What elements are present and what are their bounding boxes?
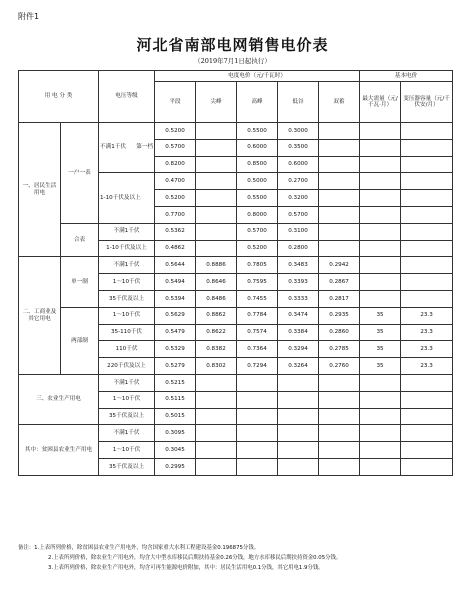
cell-double <box>319 223 360 240</box>
cell-valley: 0.3000 <box>278 123 319 140</box>
cell-peak-sharp <box>196 425 237 442</box>
cell-valley: 0.3333 <box>278 290 319 307</box>
cell-transformer <box>401 223 453 240</box>
table-row <box>19 425 453 442</box>
cell-valley: 0.3483 <box>278 257 319 274</box>
table-row <box>19 307 453 324</box>
cell-max-demand <box>360 425 401 442</box>
group-single: 单一制 <box>61 257 99 307</box>
voltage-cell: 220千伏及以上 <box>99 358 155 375</box>
cell-peak-sharp: 0.8622 <box>196 324 237 341</box>
table-row <box>19 223 453 240</box>
table-row <box>19 123 453 140</box>
cell-transformer <box>401 206 453 223</box>
cell-peak-sharp: 0.8862 <box>196 307 237 324</box>
cell-peak-sharp <box>196 240 237 257</box>
group-household: 一户一表 <box>61 123 99 224</box>
cell-double: 0.2942 <box>319 257 360 274</box>
cell-peak: 0.5700 <box>237 223 278 240</box>
cell-double: 0.2785 <box>319 341 360 358</box>
cell-transformer <box>401 442 453 459</box>
cell-max-demand <box>360 374 401 391</box>
cell-valley <box>278 408 319 425</box>
notes <box>18 543 450 573</box>
cell-transformer <box>401 408 453 425</box>
cell-flat: 0.5200 <box>155 123 196 140</box>
cell-max-demand <box>360 173 401 190</box>
cell-flat: 0.7700 <box>155 206 196 223</box>
note-3: 3.上表所列价格，除农业生产用电外，均含可再生能源电价附加，其中：居民生活用电0.1分钱，其它用电1.9分钱。 <box>48 565 324 571</box>
cell-peak-sharp <box>196 408 237 425</box>
cell-double <box>319 123 360 140</box>
cell-valley: 0.3100 <box>278 223 319 240</box>
cell-flat: 0.5479 <box>155 324 196 341</box>
cell-max-demand: 35 <box>360 324 401 341</box>
cell-max-demand <box>360 442 401 459</box>
cell-peak-sharp <box>196 156 237 173</box>
header-transformer: 变压器容量（元/千伏安/月） <box>401 82 453 123</box>
cell-peak: 0.8000 <box>237 206 278 223</box>
cell-peak-sharp: 0.8486 <box>196 290 237 307</box>
header-max-demand: 最大需量（元/千瓦·月） <box>360 82 401 123</box>
cell-max-demand <box>360 206 401 223</box>
cell-double: 0.2817 <box>319 290 360 307</box>
cell-double <box>319 156 360 173</box>
voltage-cell: 1～10千伏 <box>99 307 155 324</box>
cell-max-demand <box>360 274 401 291</box>
group-two-part: 两部制 <box>61 307 99 374</box>
cell-max-demand <box>360 391 401 408</box>
cell-flat: 0.4700 <box>155 173 196 190</box>
cell-double: 0.2860 <box>319 324 360 341</box>
cell-flat: 0.5015 <box>155 408 196 425</box>
cell-peak-sharp <box>196 458 237 475</box>
cell-valley: 0.6000 <box>278 156 319 173</box>
cell-peak: 0.7595 <box>237 274 278 291</box>
cell-flat: 0.5494 <box>155 274 196 291</box>
cell-flat: 0.5629 <box>155 307 196 324</box>
cell-double <box>319 173 360 190</box>
cell-peak-sharp <box>196 190 237 207</box>
cell-max-demand <box>360 190 401 207</box>
cell-peak <box>237 425 278 442</box>
voltage-cell: 不满1千伏 <box>99 257 155 274</box>
cell-transformer: 23.3 <box>401 324 453 341</box>
cell-max-demand: 35 <box>360 358 401 375</box>
group-agri: 三、农业生产用电 <box>19 374 99 424</box>
cell-flat: 0.4862 <box>155 240 196 257</box>
cell-flat: 0.5200 <box>155 190 196 207</box>
cell-transformer: 23.3 <box>401 358 453 375</box>
cell-flat: 0.8200 <box>155 156 196 173</box>
cell-peak <box>237 391 278 408</box>
cell-double <box>319 139 360 156</box>
cell-valley: 0.3294 <box>278 341 319 358</box>
cell-valley <box>278 458 319 475</box>
cell-transformer: 23.3 <box>401 341 453 358</box>
cell-flat: 0.5362 <box>155 223 196 240</box>
cell-flat: 0.3045 <box>155 442 196 459</box>
cell-transformer <box>401 425 453 442</box>
header-peak: 高峰 <box>237 82 278 123</box>
cell-peak: 0.7364 <box>237 341 278 358</box>
cell-double <box>319 458 360 475</box>
cell-transformer <box>401 290 453 307</box>
cell-max-demand <box>360 257 401 274</box>
header-energy-price: 电度电价（元/千瓦时） <box>155 71 360 82</box>
header-voltage: 电压等级 <box>99 71 155 123</box>
cell-transformer <box>401 374 453 391</box>
cell-transformer <box>401 240 453 257</box>
cell-peak: 0.5500 <box>237 123 278 140</box>
table-row <box>19 374 453 391</box>
cell-double <box>319 206 360 223</box>
cell-max-demand <box>360 290 401 307</box>
cell-double: 0.2935 <box>319 307 360 324</box>
cell-peak <box>237 442 278 459</box>
cell-peak-sharp <box>196 123 237 140</box>
group-combined: 合表 <box>61 223 99 257</box>
cell-flat: 0.5394 <box>155 290 196 307</box>
cell-peak-sharp <box>196 206 237 223</box>
cell-valley: 0.3474 <box>278 307 319 324</box>
cell-flat: 0.5215 <box>155 374 196 391</box>
note-2: 2.上表所列价格，除农业生产用电外，均含大中型水库移民后期扶持基金0.26分钱，地方水库移民后期扶持资金0.05分钱。 <box>48 555 342 561</box>
cell-transformer <box>401 391 453 408</box>
cell-valley <box>278 391 319 408</box>
table-row <box>19 257 453 274</box>
voltage-cell: 110千伏 <box>99 341 155 358</box>
cell-valley: 0.5700 <box>278 206 319 223</box>
cell-peak <box>237 374 278 391</box>
cell-valley: 0.3384 <box>278 324 319 341</box>
cell-peak-sharp: 0.8302 <box>196 358 237 375</box>
voltage-cell: 不满1千伏 第一档 <box>99 123 155 173</box>
cell-transformer: 23.3 <box>401 307 453 324</box>
page-title: 河北省南部电网销售电价表 <box>136 36 329 54</box>
cell-peak: 0.5000 <box>237 173 278 190</box>
header-peak-sharp: 尖峰 <box>196 82 237 123</box>
cell-transformer <box>401 139 453 156</box>
cell-double <box>319 442 360 459</box>
group-commercial: 二、工商业及其它用电 <box>19 257 61 375</box>
effective-date: （2019年7月1日起执行） <box>194 57 271 65</box>
voltage-cell: 不满1千伏 <box>99 223 155 240</box>
note-1: 备注：1.上表所列价格，除贫困县农业生产用电外，均含国家重大水利工程建设基金0.196875分钱。 <box>18 545 260 551</box>
cell-max-demand <box>360 123 401 140</box>
cell-valley <box>278 442 319 459</box>
cell-valley: 0.3200 <box>278 190 319 207</box>
cell-max-demand: 35 <box>360 307 401 324</box>
cell-max-demand <box>360 240 401 257</box>
cell-peak: 0.7805 <box>237 257 278 274</box>
cell-double: 0.2760 <box>319 358 360 375</box>
cell-flat: 0.5700 <box>155 139 196 156</box>
cell-peak-sharp <box>196 139 237 156</box>
cell-peak <box>237 408 278 425</box>
cell-double <box>319 425 360 442</box>
cell-flat: 0.2995 <box>155 458 196 475</box>
header-category: 用 电 分 类 <box>19 71 99 123</box>
cell-double: 0.2867 <box>319 274 360 291</box>
cell-max-demand <box>360 156 401 173</box>
cell-transformer <box>401 257 453 274</box>
cell-valley <box>278 374 319 391</box>
voltage-cell: 1～10千伏 <box>99 274 155 291</box>
cell-peak-sharp <box>196 374 237 391</box>
cell-double <box>319 190 360 207</box>
cell-peak-sharp <box>196 223 237 240</box>
group-residential: 一、居民生活用电 <box>19 123 61 257</box>
cell-peak: 0.8500 <box>237 156 278 173</box>
cell-peak-sharp <box>196 173 237 190</box>
cell-double <box>319 240 360 257</box>
cell-max-demand <box>360 408 401 425</box>
cell-peak-sharp: 0.8646 <box>196 274 237 291</box>
voltage-cell: 35-110千伏 <box>99 324 155 341</box>
tariff-table <box>18 70 453 476</box>
cell-valley: 0.2800 <box>278 240 319 257</box>
header-basic-price: 基本电价 <box>360 71 453 82</box>
cell-transformer <box>401 173 453 190</box>
cell-flat: 0.3095 <box>155 425 196 442</box>
cell-flat: 0.5279 <box>155 358 196 375</box>
header-double: 双蓄 <box>319 82 360 123</box>
cell-peak <box>237 458 278 475</box>
cell-valley: 0.2700 <box>278 173 319 190</box>
cell-peak: 0.7574 <box>237 324 278 341</box>
cell-peak: 0.6000 <box>237 139 278 156</box>
cell-flat: 0.5329 <box>155 341 196 358</box>
cell-peak-sharp <box>196 442 237 459</box>
cell-transformer <box>401 123 453 140</box>
cell-double <box>319 408 360 425</box>
header-flat: 平段 <box>155 82 196 123</box>
attachment-label: 附件1 <box>18 12 40 21</box>
cell-transformer <box>401 190 453 207</box>
cell-peak-sharp: 0.8382 <box>196 341 237 358</box>
cell-peak-sharp: 0.8886 <box>196 257 237 274</box>
voltage-cell: 35千伏及以上 <box>99 458 155 475</box>
voltage-cell: 不满1千伏 <box>99 374 155 391</box>
cell-peak: 0.7294 <box>237 358 278 375</box>
cell-transformer <box>401 458 453 475</box>
cell-valley <box>278 425 319 442</box>
cell-double <box>319 391 360 408</box>
cell-double <box>319 374 360 391</box>
voltage-cell: 1～10千伏 <box>99 391 155 408</box>
cell-peak: 0.5200 <box>237 240 278 257</box>
group-poor: 其中：贫困县农业生产用电 <box>19 425 99 475</box>
cell-valley: 0.3393 <box>278 274 319 291</box>
cell-max-demand: 35 <box>360 341 401 358</box>
cell-peak: 0.7455 <box>237 290 278 307</box>
cell-valley: 0.3264 <box>278 358 319 375</box>
cell-max-demand <box>360 139 401 156</box>
voltage-cell: 不满1千伏 <box>99 425 155 442</box>
cell-peak-sharp <box>196 391 237 408</box>
voltage-cell: 1～10千伏 <box>99 442 155 459</box>
voltage-cell: 1-10千伏及以上 <box>99 240 155 257</box>
cell-transformer <box>401 156 453 173</box>
cell-valley: 0.3500 <box>278 139 319 156</box>
cell-peak: 0.5500 <box>237 190 278 207</box>
cell-flat: 0.5644 <box>155 257 196 274</box>
voltage-cell: 35千伏及以上 <box>99 408 155 425</box>
cell-flat: 0.5115 <box>155 391 196 408</box>
header-valley: 低谷 <box>278 82 319 123</box>
voltage-cell: 35千伏及以上 <box>99 290 155 307</box>
cell-max-demand <box>360 458 401 475</box>
cell-max-demand <box>360 223 401 240</box>
cell-peak: 0.7784 <box>237 307 278 324</box>
cell-transformer <box>401 274 453 291</box>
voltage-cell: 1-10千伏及以上 <box>99 173 155 223</box>
